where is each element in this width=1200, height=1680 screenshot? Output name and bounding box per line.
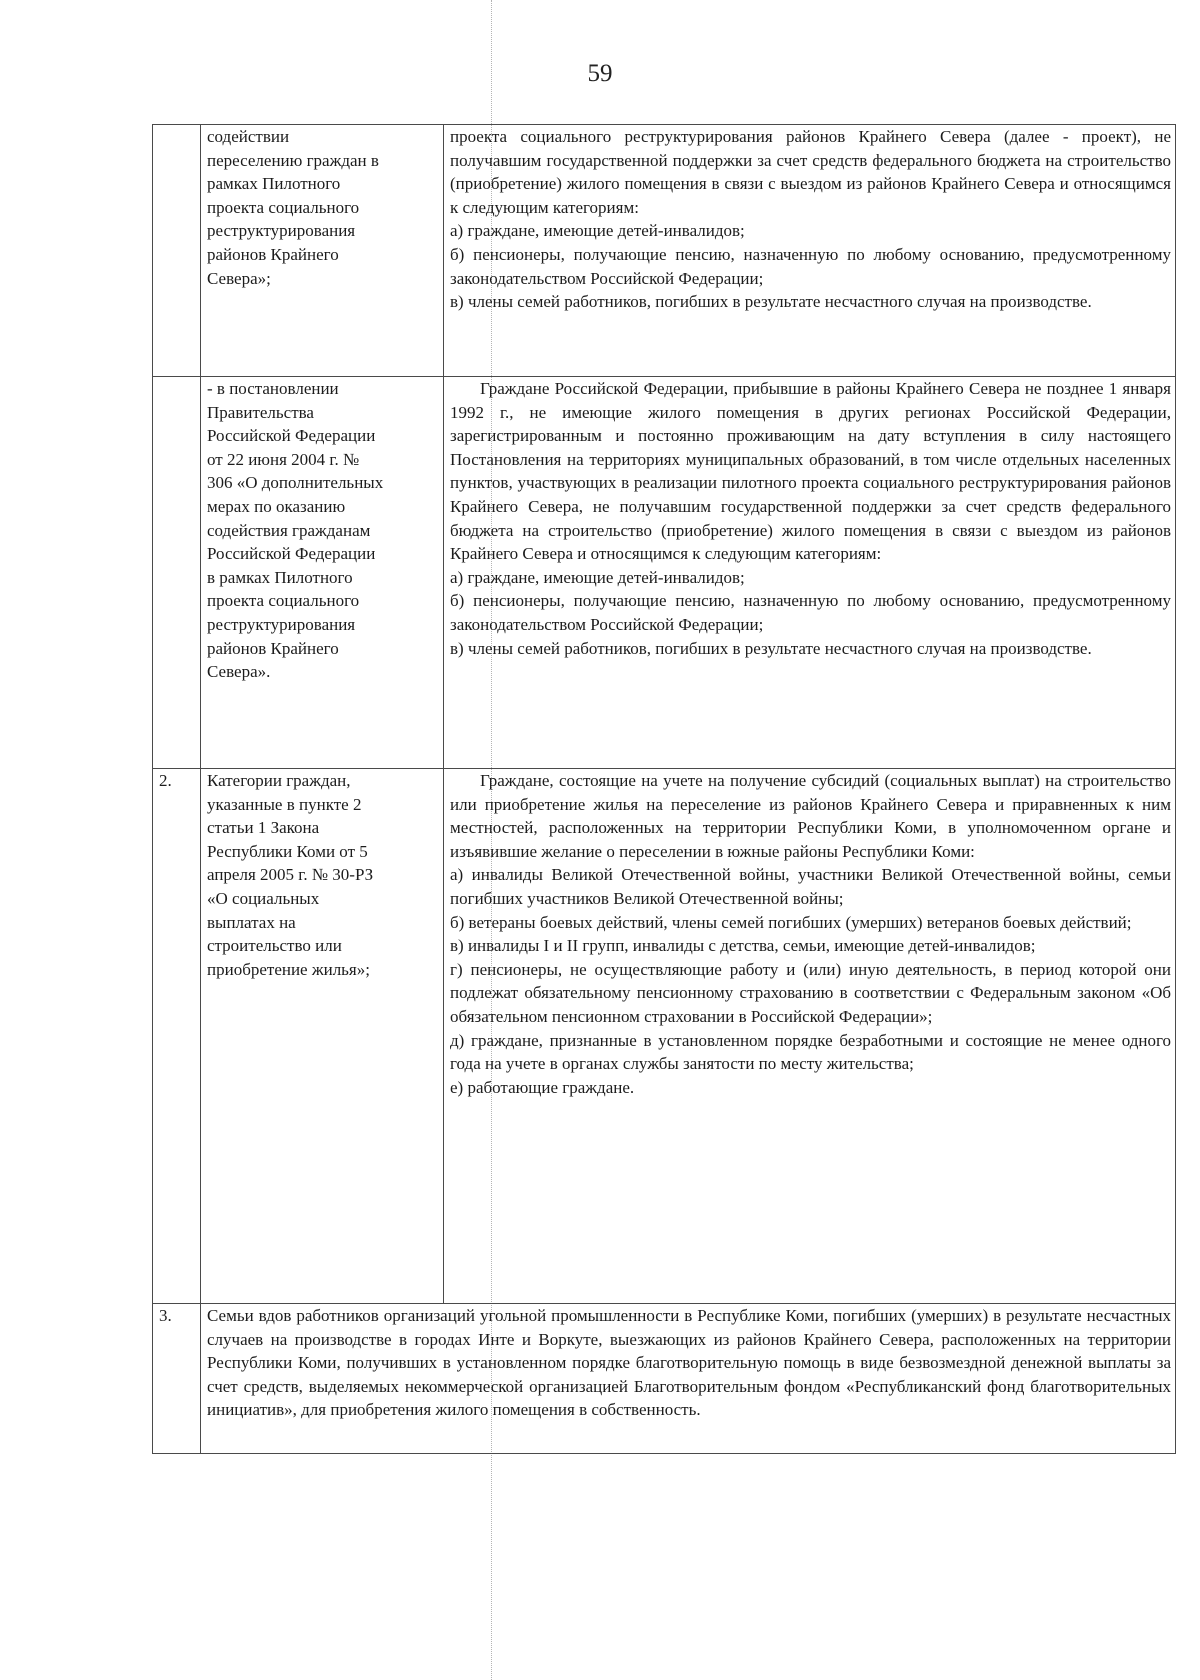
citizen-categories-cell <box>444 769 1176 1304</box>
list-item: а) инвалиды Великой Отечественной войны, участники Великой Отечественной войны, семьи погибших участников Великой Отечественной войны; <box>450 865 1171 908</box>
list-item: а) граждане, имеющие детей-инвалидов; <box>450 567 745 587</box>
row-number: 3. <box>153 1304 201 1454</box>
list-item: д) граждане, признанные в установленном порядке безработными и состоящие не менее одного года на учете в органах службы занятости по месту жительства; <box>450 1030 1171 1074</box>
list-item: е) работающие граждане. <box>450 1077 635 1097</box>
table-row <box>153 1304 1176 1454</box>
list-item: а) граждане, имеющие детей-инвалидов; <box>450 221 745 241</box>
row-number: 2. <box>153 769 201 1304</box>
row-number <box>153 125 201 377</box>
list-item: б) пенсионеры, получающие пенсию, назначенную по любому основанию, предусмотренному законодательством Российской Федерации; <box>450 244 1171 288</box>
table-row <box>153 125 1176 377</box>
list-item: в) члены семей работников, погибших в результате несчастного случая на производстве. <box>450 292 1092 312</box>
paragraph: Граждане, состоящие на учете на получение субсидий (социальных выплат) на строительство или приобретение жилья на переселение из районов Крайнего Севера и приравненных к ним местностей, расположенных на территории Республики Коми, в уполномоченном органе и изъявившие желание о переселении в южные районы Республики Коми: <box>450 771 1171 861</box>
legal-basis-cell <box>201 769 444 1304</box>
categories-table <box>152 124 1176 1454</box>
legal-basis-cell <box>201 377 444 769</box>
legal-basis-text: - в постановлении Правительства Российской Федерации от 22 июня 2004 г. № 306 «О дополнительных мерах по оказанию содействия гражданам Российской Федерации в рамках Пилотного проекта социального реструктурирования районов Крайнего Севера». <box>207 379 384 682</box>
paragraph: проекта социального реструктурирования районов Крайнего Севера (далее - проект), не получавшим государственной поддержки за счет средств федерального бюджета на строительство (приобретение) жилого помещения в связи с выездом из районов Крайнего Севера и относящимся к следующим категориям: <box>450 127 1171 217</box>
row-number <box>153 377 201 769</box>
list-item: в) инвалиды I и II групп, инвалиды с детства, семьи, имеющие детей-инвалидов; <box>450 936 1036 956</box>
list-item: г) пенсионеры, не осуществляющие работу и (или) иную деятельность, в период которой они подлежат обязательному пенсионному страхованию в соответствии с Федеральным законом «Об обязательном пенсионном страховании в Российской Федерации»; <box>450 959 1171 1026</box>
table-row <box>153 769 1176 1304</box>
table-row <box>153 377 1176 769</box>
paragraph: Граждане Российской Федерации, прибывшие в районы Крайнего Севера не позднее 1 января 1992 г., не имеющие жилого помещения в других регионах Российской Федерации, зарегистрированным и постоянно проживающим на дату вступления в силу настоящего Постановления на территориях муниципальных образований, в том числе отдельных населенных пунктов, участвующих в реализации пилотного проекта социального реструктурирования районов Крайнего Севера, не получавшим государственной поддержки за счет средств федерального бюджета на строительство (приобретение) жилого помещения в связи с выездом из районов Крайнего Севера и относящимся к следующим категориям: <box>450 379 1171 564</box>
paragraph: Семьи вдов работников организаций угольной промышленности в Республике Коми, погибших (умерших) в результате несчастных случаев на производстве в городах Инте и Воркуте, выезжающих из районов Крайнего Севера, расположенных на территории Республики Коми, получивших в установленном порядке благотворительную помощь в виде безвозмездной денежной выплаты за счет средств, выделяемых некоммерческой организацией Благотворительным фондом «Республиканский фонд благотворительных инициатив», для приобретения жилого помещения в собственность. <box>207 1306 1171 1420</box>
citizen-categories-cell <box>444 377 1176 769</box>
list-item: в) члены семей работников, погибших в результате несчастного случая на производстве. <box>450 638 1092 658</box>
legal-basis-cell <box>201 125 444 377</box>
list-item: б) пенсионеры, получающие пенсию, назначенную по любому основанию, предусмотренному законодательством Российской Федерации; <box>450 591 1171 634</box>
legal-basis-text: содействии переселению граждан в рамках Пилотного проекта социального реструктурирования районов Крайнего Севера»; <box>207 127 379 288</box>
merged-category-cell <box>201 1304 1176 1454</box>
legal-basis-text: Категории граждан, указанные в пункте 2 статьи 1 Закона Республики Коми от 5 апреля 2005 г. № 30-РЗ «О социальных выплатах на строительство или приобретение жилья»; <box>207 771 374 979</box>
page-number: 59 <box>587 60 613 87</box>
list-item: б) ветераны боевых действий, члены семей погибших (умерших) ветеранов боевых действий; <box>450 912 1132 932</box>
citizen-categories-cell <box>444 125 1176 377</box>
